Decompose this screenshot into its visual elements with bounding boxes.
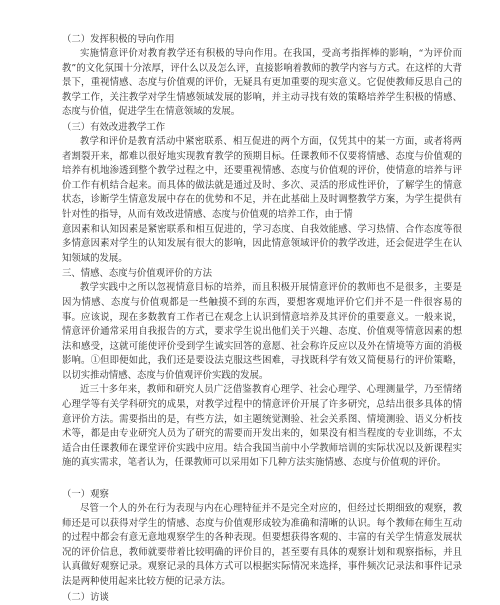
section-heading: （三）有效改进教学工作 [62,121,166,133]
body-paragraph: 尽管一个人的外在行为表现与内在心理特征并不是完全对应的，但经过长期细致的观察，教师还是可以获得对学生的情感、态度与价值观形成较为准确和清晰的认识。每个教师在师生互动的过程中都会有意无意地观察学生的各种表现。但要想获得客观的、丰富的有关学生情意发展状况的评价信息，教师就要带着比较明确的评价目的，甚至要有具体的观察计划和观察指标，并且认真做好观察记录。观察记录的具体方式可以根据实际情况来选择，事件频次记录法和事件记录法是两种使用起来比较方便的记录方法。 [62,503,462,587]
section-spacer [62,471,462,487]
section-heading: 三、情感、态度与价值观评价的方法 [62,268,213,280]
body-paragraph: 实施情意评价对教育教学还有积极的导向作用。在我国，受高考指挥棒的影响，“为评价而教”的文化氛围十分浓厚，评什么以及怎么评，直接影响着教师的教学内容与方式。在这样的大背景下，重视情感、态度与价值观的评价，无疑具有更加重要的现实意义。它促使教师反思自己的教学工作，关注教学对学生情感领域发展的影响，并主动寻找有效的策略培养学生积极的情感、态度与价值，促进学生在情意领域的发展。 [62,48,462,118]
body-paragraph: 意因素和认知因素是紧密联系和相互促进的，学习态度、自我效能感、学习热情、合作态度等很多情意因素对学生的认知发展有很大的影响，因此情意领域评价的教学改进，还会促进学生在认知领域的发展。 [62,223,462,264]
body-paragraph: 教学和评价是教育活动中紧密联系、相互促进的两个方面，仅凭其中的某一方面，或者将两者割裂开来，都难以很好地实现教育教学的预期目标。任课教师不仅要将情感、态度与价值观的培养有机地渗透到整个教学过程之中，还要重视情感、态度与价值观的评价，使情意的培养与评价工作有机结合起来。而具体的做法就是通过及时、多次、灵活的形成性评价，了解学生的情意状态，诊断学生情意发展中存在的优势和不足，并在此基础上及时调整教学方案，为学生提供有针对性的指导，从而有效改进情感、态度与价值观的培养工作，由于情 [62,135,462,220]
section-heading: （一）观察 [62,489,109,501]
body-paragraph: 教学实践中之所以忽视情意目标的培养，而且积极开展情意评价的教师也不是很多，主要是因为情感、态度与价值观都是一些触摸不到的东西，要想客观地评价它们并不是一件很容易的事。应该说，现在多数教育工作者已在观念上认识到情意培养及其评价的重要意义。一般来说，情意评价通常采用自我报告的方式，要求学生说出他们关于兴趣、态度、价值观等情意因素的想法和感受，这就可能使评价受到学生诚实回答的意愿、社会称许反应以及外在情境等方面的消极影响。①但即便如此，我们还是要设法克服这些困难，寻找既科学有效又简便易行的评价策略，以切实推动情感、态度与价值观评价实践的发展。 [62,282,462,381]
section-heading: （二）发挥积极的导向作用 [62,34,175,45]
section-heading: （二）访谈 [62,591,109,603]
body-paragraph: 近三十多年来，教师和研究人员广泛借鉴教育心理学、社会心理学、心理测量学，乃至情绪心理学等有关学科研究的成果，对教学过程中的情意评价开展了许多研究，总结出很多具体的情意评价方法。需要指出的是，有些方法，如主题统觉测验、社会关系图、情境测验、语义分析技术等，都是由专业研究人员为了研究的需要而开发出来的，如果没有相当程度的专业训练，不太适合由任课教师在课堂评价实践中应用。结合我国当前中小学教师培训的实际状况以及新课程实施的真实需求，笔者认为，任课教师可以采用如下几种方法实施情感、态度与价值观的评价。 [62,384,462,469]
